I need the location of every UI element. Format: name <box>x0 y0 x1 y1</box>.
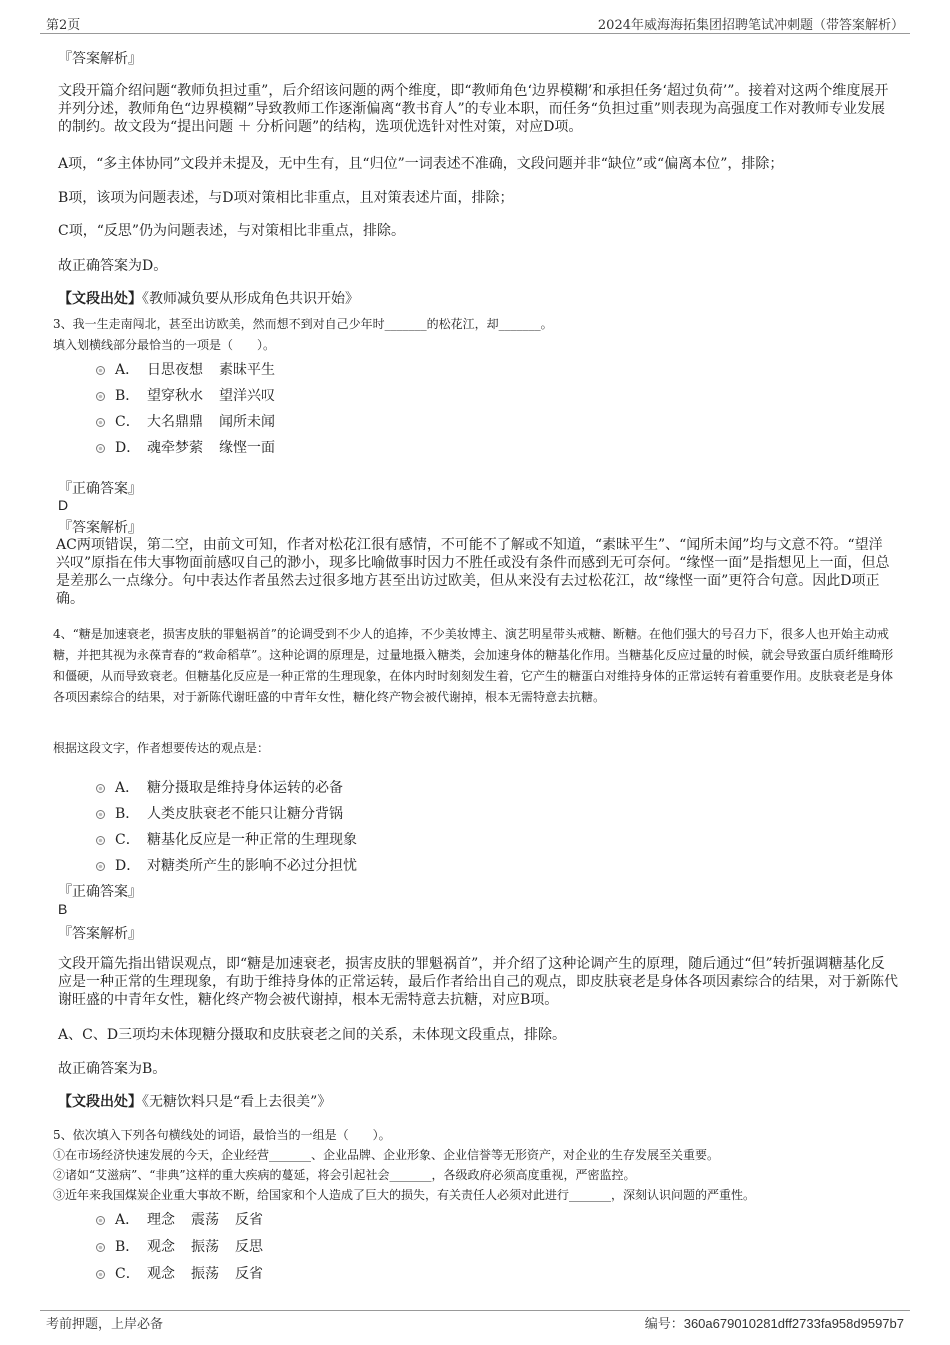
q3-analysis-label: 『答案解析』 <box>58 520 142 536</box>
q4-option-c[interactable]: C． 糖基化反应是一种正常的生理现象 <box>96 829 357 849</box>
q2-analysis-para1: 文段开篇介绍问题“教师负担过重”，后介绍该问题的两个维度，即“教师角色‘边界模糊’和承担任务‘超过负荷’”。接着对这两个维度展开并列分述，教师角色“边界模糊”导致教师工作逐渐偏离“教书育人”的专业本职，而任务“负担过重”则表现为高强度工作对教师专业发展的制约。故文段为“提出问题 ＋ 分析问题”的结构，选项优选针对性对策，对应D项。 <box>58 83 889 135</box>
radio-button[interactable] <box>96 392 105 401</box>
q3-option-a[interactable]: A． 日思夜想 素昧平生 <box>96 359 291 379</box>
q3-answer-label: 『正确答案』 <box>58 481 142 497</box>
header-divider <box>40 33 910 34</box>
q4-source-label: 【文段出处】 <box>58 1094 142 1110</box>
q2-source-title: 《教师减负要从形成角色共识开始》 <box>142 291 359 307</box>
footer-slogan: 考前押题，上岸必备 <box>46 1317 164 1332</box>
q4-source <box>58 1093 898 1111</box>
q2-source <box>58 290 898 308</box>
q4-source-title: 《无糖饮料只是“看上去很美”》 <box>142 1094 332 1110</box>
radio-button[interactable] <box>96 1216 105 1225</box>
q5-option-b[interactable]: B． 观念 振荡 反思 <box>96 1236 279 1256</box>
q4-analysis-para2: A、C、D三项均未体现糖分摄取和皮肤衰老之间的关系，未体现文段重点，排除。 <box>58 1027 567 1043</box>
q5-sentence-1: ①在市场经济快速发展的今天，企业经营_______、企业品牌、企业形象、企业信誉等无形资产，对企业的生存发展至关重要。 <box>53 1148 720 1162</box>
q2-source-label: 【文段出处】 <box>58 291 142 307</box>
radio-button[interactable] <box>96 418 105 427</box>
radio-button[interactable] <box>96 784 105 793</box>
q5-option-c[interactable]: C． 观念 振荡 反省 <box>96 1263 279 1283</box>
q3-analysis: AC两项错误，第二空，由前文可知，作者对松花江很有感情，不可能不了解或不知道，“素昧平生”、“闻所未闻”均与文意不符。“望洋兴叹”原指在伟大事物面前感叹自己的渺小，现多比喻做事时因力不胜任或没有条件而感到无可奈何。“缘悭一面”是指想见上一面，但总是差那么一点缘分。句中表达作者虽然去过很多地方甚至出访过欧美，但从来没有去过松花江，故“缘悭一面”更符合句意。因此D项正确。 <box>56 537 890 607</box>
q4-stem: 4、“糖是加速衰老，损害皮肤的罪魁祸首”的论调受到不少人的追捧，不少美妆博主、演艺明星带头戒糖、断糖。在他们强大的号召力下，很多人也开始主动戒糖，并把其视为永葆青春的“救命稻草”。这种论调的原理是，过量地摄入糖类，会加速身体的糖基化作用。当糖基化反应过量的时候，就会导致蛋白质纤维畸形和僵硬，从而导致衰老。但糖基化反应是一种正常的生理现象，在体内时时刻刻发生着，它产生的糖蛋白对维持身体的正常运转有着重要作用。皮肤衰老是身体各项因素综合的结果，对于新陈代谢旺盛的中青年女性，糖化终产物会被代谢掉，根本无需特意去抗糖。 <box>53 627 894 704</box>
q4-option-d[interactable]: D． 对糖类所产生的影响不必过分担忧 <box>96 855 357 875</box>
q4-answer-statement: 故正确答案为B。 <box>58 1061 167 1077</box>
q3-option-c[interactable]: C． 大名鼎鼎 闻所未闻 <box>96 411 291 431</box>
q2-analysis-para4: C项，“反思”仍为问题表述，与对策相比非重点，排除。 <box>58 223 406 239</box>
q2-answer-statement: 故正确答案为D。 <box>58 258 168 274</box>
q5-sentence-3: ③近年来我国煤炭企业重大事故不断，给国家和个人造成了巨大的损失，有关责任人必须对此进行_______，深刻认识问题的严重性。 <box>53 1188 756 1202</box>
radio-button[interactable] <box>96 810 105 819</box>
q3-answer: D <box>58 497 69 513</box>
q3-option-b[interactable]: B． 望穿秋水 望洋兴叹 <box>96 385 291 405</box>
document-title: 2024年威海海拓集团招聘笔试冲刺题（带答案解析） <box>597 18 904 33</box>
q5-sentence-2: ②诸如“艾滋病”、“非典”这样的重大疾病的蔓延，将会引起社会_______，各级政府必须高度重视，严密监控。 <box>53 1168 636 1182</box>
q4-analysis-para1: 文段开篇先指出错误观点，即“糖是加速衰老，损害皮肤的罪魁祸首”，并介绍了这种论调产生的原理，随后通过“但”转折强调糖基化反应是一种正常的生理现象，有助于维持身体的正常运转，最后作者给出自己的观点，即皮肤衰老是身体各项因素综合的结果，对于新陈代谢旺盛的中青年女性，糖化终产物会被代谢掉，根本无需特意去抗糖，对应B项。 <box>58 956 898 1008</box>
q4-answer-label: 『正确答案』 <box>58 884 142 900</box>
radio-button[interactable] <box>96 1270 105 1279</box>
q4-analysis-label: 『答案解析』 <box>58 926 142 942</box>
document-id: 编号：360a679010281dff2733fa958d9597b7 <box>644 1316 904 1331</box>
radio-button[interactable] <box>96 444 105 453</box>
page-number: 第2页 <box>46 18 81 33</box>
radio-button[interactable] <box>96 862 105 871</box>
q3-option-d[interactable]: D． 魂牵梦萦 缘悭一面 <box>96 437 291 457</box>
q4-option-b[interactable]: B． 人类皮肤衰老不能只让糖分背锅 <box>96 803 343 823</box>
q2-analysis-para3: B项，该项为问题表述，与D项对策相比非重点，且对策表述片面，排除； <box>58 190 514 206</box>
q4-option-a[interactable]: A． 糖分摄取是维持身体运转的必备 <box>96 777 343 797</box>
q3-prompt: 填入划横线部分最恰当的一项是（ ）。 <box>53 338 276 352</box>
q2-analysis-label: 『答案解析』 <box>58 51 142 67</box>
radio-button[interactable] <box>96 366 105 375</box>
q4-answer: B <box>58 901 68 917</box>
q2-analysis-para2: A项，“多主体协同”文段并未提及，无中生有，且“归位”一词表述不准确，文段问题并非“缺位”或“偏离本位”，排除； <box>58 156 784 172</box>
footer-divider <box>40 1310 910 1311</box>
q5-option-a[interactable]: A． 理念 震荡 反省 <box>96 1209 279 1229</box>
radio-button[interactable] <box>96 1243 105 1252</box>
q3-stem: 3、我一生走南闯北，甚至出访欧美，然而想不到对自己少年时_______的松花江，却_______。 <box>53 317 553 331</box>
q5-stem: 5、依次填入下列各句横线处的词语，最恰当的一组是（ ）。 <box>53 1128 391 1142</box>
q4-prompt: 根据这段文字，作者想要传达的观点是： <box>53 741 270 755</box>
radio-button[interactable] <box>96 836 105 845</box>
